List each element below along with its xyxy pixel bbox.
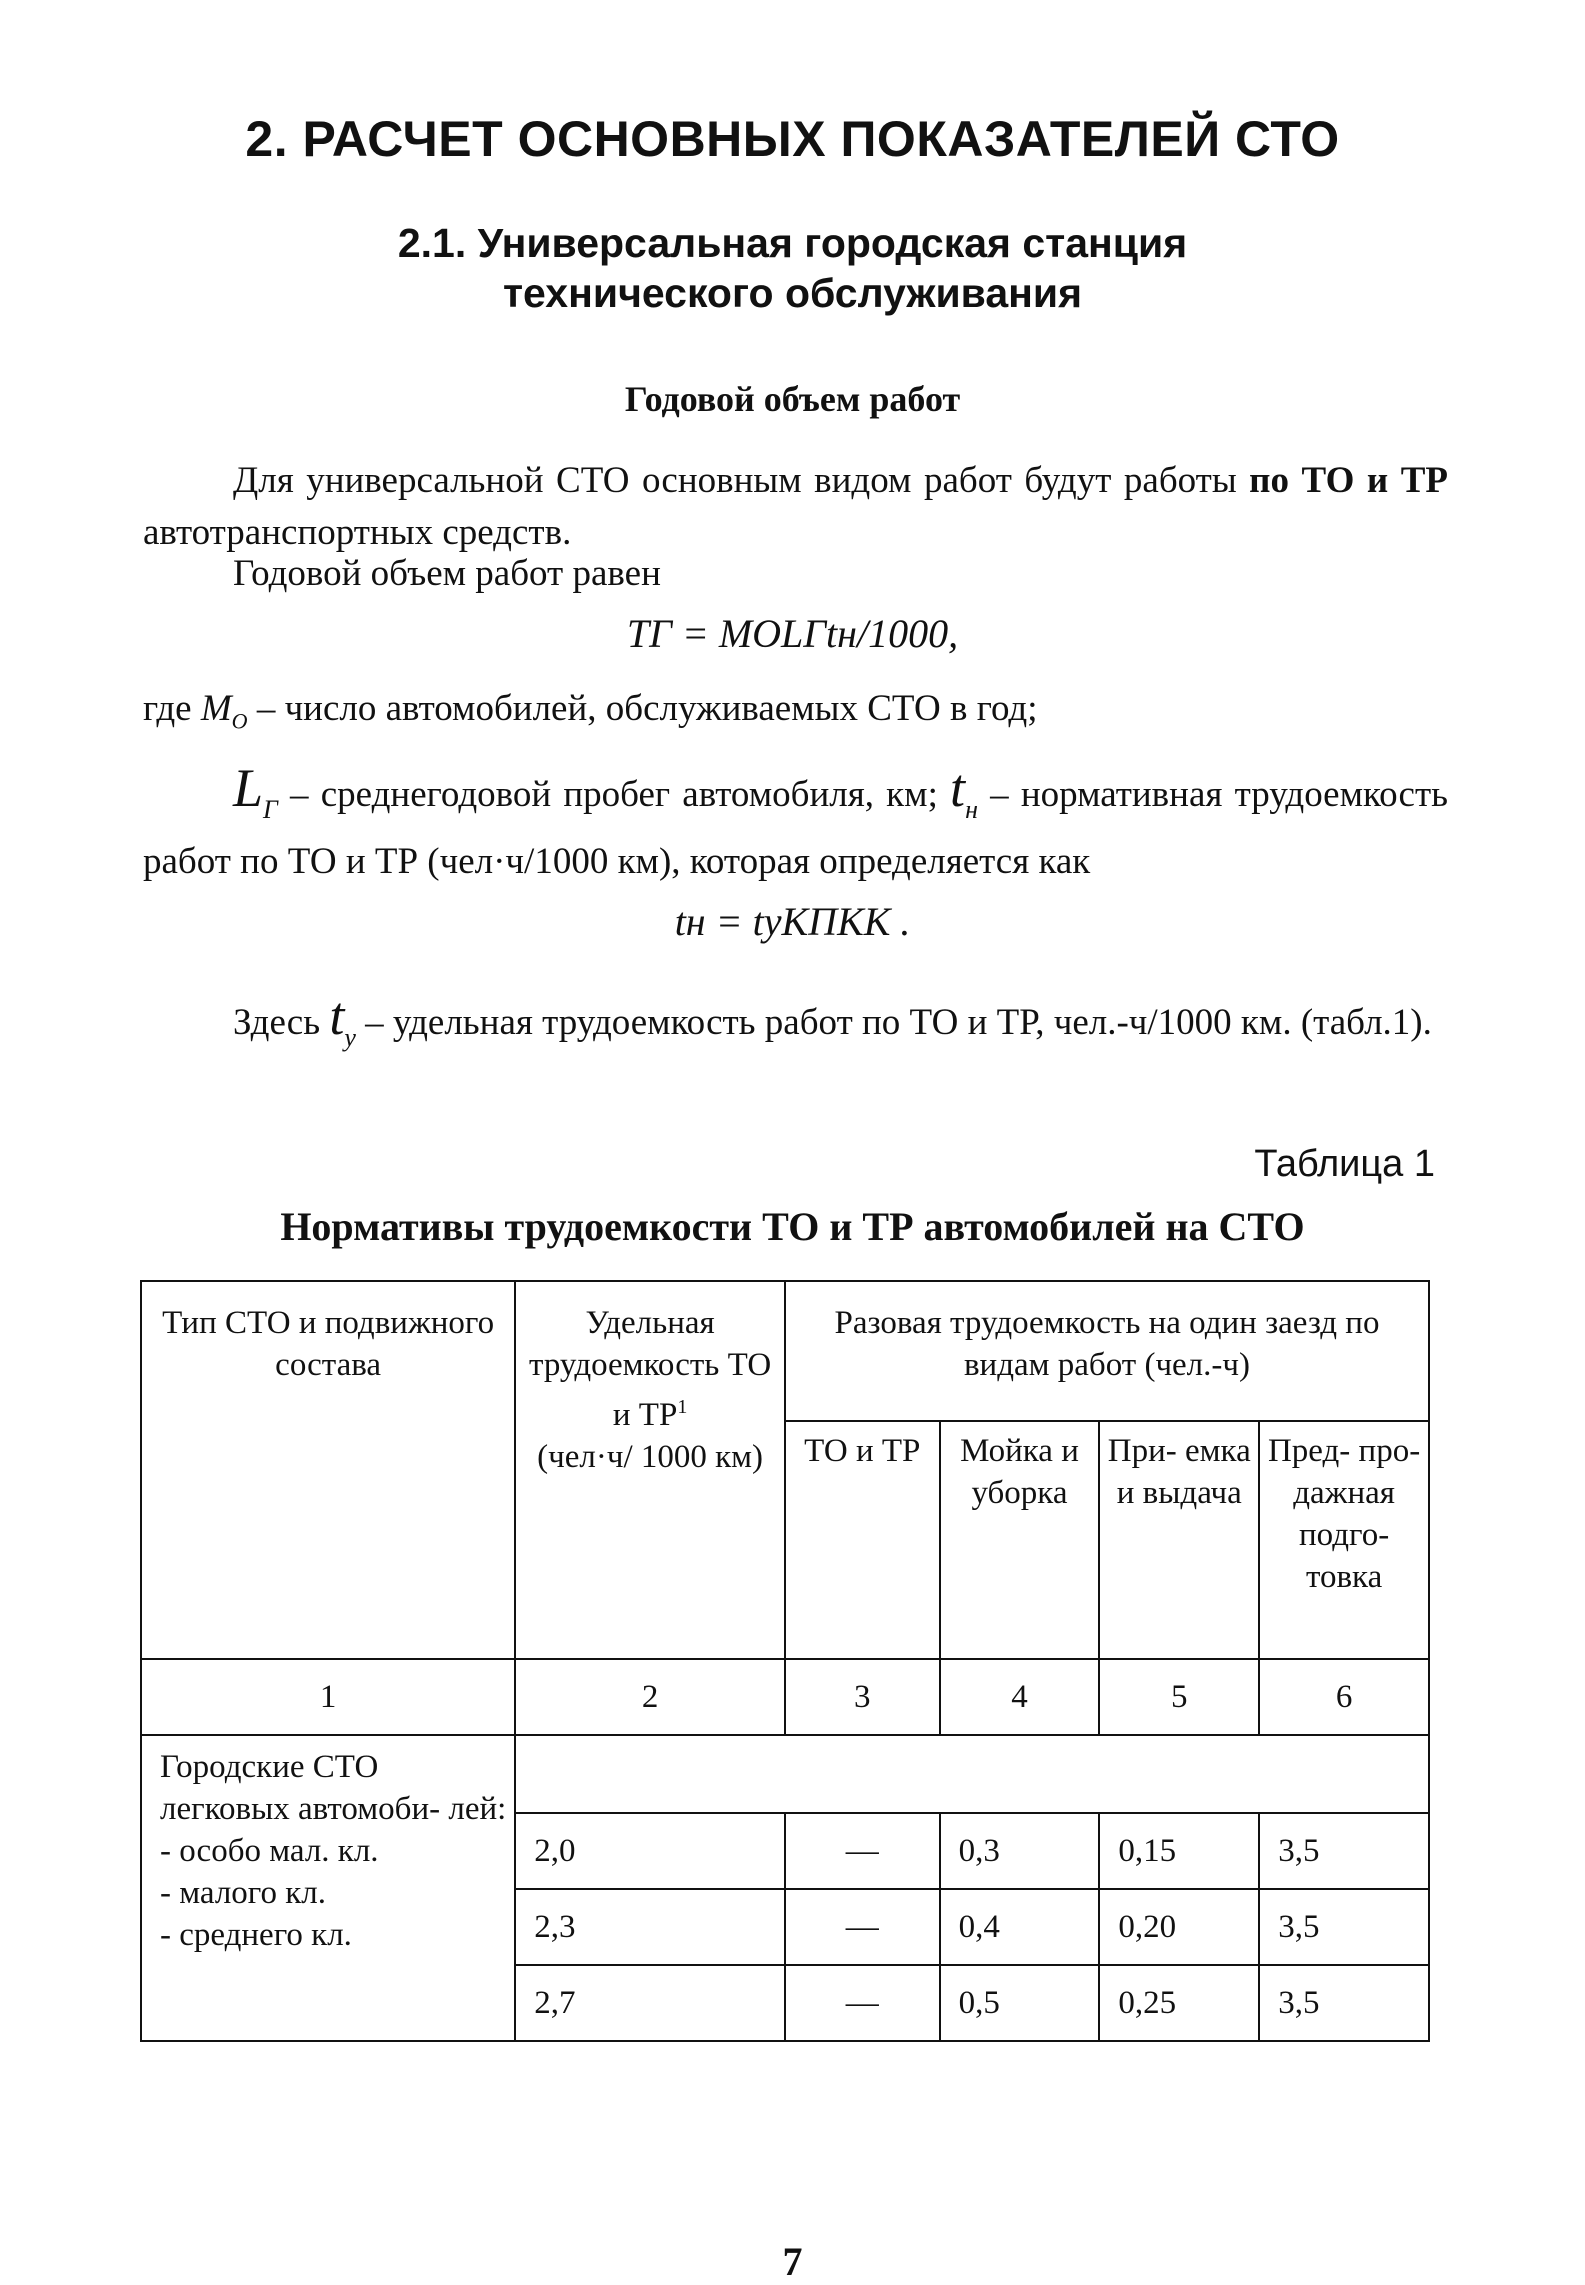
group-empty-cell	[515, 1735, 1429, 1813]
header-specific-unit: (чел·ч/ 1000 км)	[537, 1439, 764, 1475]
table-group-row	[141, 1735, 1429, 1813]
var-mo: $M_O$	[200, 688, 248, 734]
header-specific-text: Удельная трудоемкость ТО и ТР	[529, 1305, 772, 1433]
cell-wash: 0,3	[940, 1813, 1100, 1889]
norms-table	[140, 1280, 1430, 2042]
cell-accept: 0,15	[1099, 1813, 1259, 1889]
cell-specific: 2,3	[515, 1889, 785, 1965]
section-heading-line2: технического обслуживания	[502, 270, 1083, 316]
cell-accept: 0,25	[1099, 1965, 1259, 2041]
var-tn: $t_н$	[950, 758, 978, 824]
cell-to-tr: —	[785, 1965, 940, 2041]
table-number: Таблица 1	[1254, 1143, 1435, 1185]
subsection-title: Годовой объем работ	[624, 379, 961, 419]
cell-accept: 0,20	[1099, 1889, 1259, 1965]
cell-to-tr: —	[785, 1813, 940, 1889]
paragraph-here	[143, 986, 1448, 1064]
formula-norm-labor-text: tн = tyKПKК .	[674, 899, 911, 944]
index-cell: 4	[940, 1659, 1100, 1735]
paragraph-where	[143, 683, 1448, 747]
cell-wash: 0,5	[940, 1965, 1100, 2041]
index-cell: 5	[1099, 1659, 1259, 1735]
header-type: Тип СТО и подвижного состава	[141, 1281, 515, 1659]
where-word: где	[143, 688, 192, 729]
page-number: 7	[782, 2239, 803, 2284]
group-label: Городские СТО легковых автомоби- лей: - особо мал. кл. - малого кл. - среднего кл.	[141, 1735, 515, 2041]
norm-labor-text: – нормативная трудоемкость работ по ТО и ТР (чел·ч/1000 км), которая определяется как	[143, 774, 1448, 882]
header-specific-footnote: 1	[677, 1396, 688, 1418]
index-cell: 1	[141, 1659, 515, 1735]
header-presale: Пред- про- дажная подго- товка	[1259, 1421, 1429, 1659]
formula-annual-volume-text: TГ = MOLГtн/1000,	[626, 611, 959, 656]
formula-norm-labor	[0, 898, 1585, 945]
paragraph-intro-end: автотранспортных средств.	[143, 512, 572, 553]
paragraph-mileage	[143, 758, 1448, 888]
var-ty: $t_у$	[329, 986, 356, 1052]
section-heading	[0, 218, 1585, 318]
table-title: Нормативы трудоемкости ТО и ТР автомобилей на СТО	[280, 1204, 1305, 1249]
header-single: Разовая трудоемкость на один заезд по видам работ (чел.-ч)	[785, 1281, 1429, 1421]
here-word: Здесь	[233, 1002, 321, 1043]
paragraph-intro-bold: по ТО и ТР	[1249, 460, 1448, 501]
chapter-heading: 2. РАСЧЕТ ОСНОВНЫХ ПОКАЗАТЕЛЕЙ СТО	[245, 111, 1340, 167]
index-cell: 6	[1259, 1659, 1429, 1735]
paragraph-annual-volume: Годовой объем работ равен	[233, 553, 661, 594]
formula-annual-volume	[0, 610, 1585, 657]
header-to-tr: ТО и ТР	[785, 1421, 940, 1659]
index-cell: 3	[785, 1659, 940, 1735]
header-specific	[515, 1281, 785, 1659]
table-index-row	[141, 1659, 1429, 1735]
mileage-text: – среднегодовой пробег автомобиля, км;	[277, 774, 951, 815]
paragraph-intro-start: Для универсальной СТО основным видом работ будут работы	[233, 460, 1250, 501]
cell-presale: 3,5	[1259, 1813, 1429, 1889]
index-cell: 2	[515, 1659, 785, 1735]
here-text: – удельная трудоемкость работ по ТО и ТР, чел.-ч/1000 км. (табл.1).	[355, 1002, 1432, 1043]
section-heading-line1: 2.1. Универсальная городская станция	[397, 220, 1188, 266]
cell-to-tr: —	[785, 1889, 940, 1965]
cell-wash: 0,4	[940, 1889, 1100, 1965]
var-lg: $L_Г$	[233, 758, 278, 824]
header-accept: При- емка и выдача	[1099, 1421, 1259, 1659]
cell-presale: 3,5	[1259, 1889, 1429, 1965]
paragraph-intro	[143, 455, 1448, 559]
table-header-row	[141, 1281, 1429, 1421]
where-text: – число автомобилей, обслуживаемых СТО в год;	[247, 688, 1038, 729]
cell-specific: 2,0	[515, 1813, 785, 1889]
cell-presale: 3,5	[1259, 1965, 1429, 2041]
header-wash: Мойка и уборка	[940, 1421, 1100, 1659]
cell-specific: 2,7	[515, 1965, 785, 2041]
